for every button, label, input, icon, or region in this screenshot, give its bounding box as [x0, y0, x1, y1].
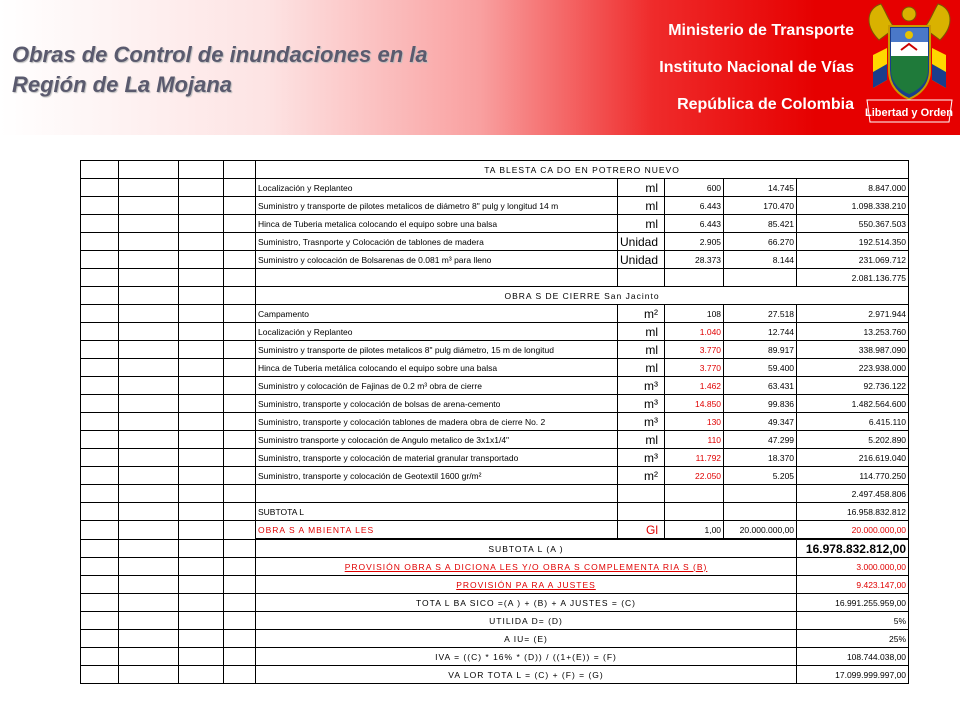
item-unit-price: 89.917 [724, 341, 797, 359]
republic-name: República de Colombia [677, 96, 854, 113]
institution-block [659, 22, 854, 133]
blank-cell [119, 503, 179, 521]
blank-cell [179, 359, 224, 377]
item-total: 114.770.250 [797, 467, 909, 485]
blank-cell [119, 449, 179, 467]
blank-cell [119, 539, 179, 558]
subtotal-label: SUBTOTA L [256, 503, 618, 521]
blank-cell [81, 485, 119, 503]
blank-cell [81, 323, 119, 341]
item-total: 192.514.350 [797, 233, 909, 251]
blank-cell [81, 521, 119, 540]
blank-cell [81, 467, 119, 485]
blank-cell [179, 305, 224, 323]
blank-cell [119, 377, 179, 395]
blank-cell [81, 503, 119, 521]
blank-cell [119, 630, 179, 648]
blank-cell [119, 413, 179, 431]
item-quantity: 3.770 [665, 359, 724, 377]
item-quantity: 110 [665, 431, 724, 449]
blank-cell [81, 558, 119, 576]
blank-cell [119, 576, 179, 594]
item-unit-price: 27.518 [724, 305, 797, 323]
summary-label: A IU= (E) [256, 630, 797, 648]
institute-name: Instituto Nacional de Vías [659, 59, 854, 76]
blank-cell [81, 341, 119, 359]
item-quantity: 130 [665, 413, 724, 431]
blank-cell [224, 341, 256, 359]
table-row [81, 449, 909, 467]
section-title: TA BLESTA CA DO EN POTRERO NUEVO [256, 161, 909, 179]
summary-value: 108.744.038,00 [797, 648, 909, 666]
blank-cell [81, 197, 119, 215]
item-description: Campamento [256, 305, 618, 323]
item-total: 2.971.944 [797, 305, 909, 323]
item-unit: ml [618, 197, 665, 215]
summary-row [81, 612, 909, 630]
header-banner [0, 0, 960, 135]
table-row [81, 323, 909, 341]
blank-cell [81, 630, 119, 648]
blank-cell [179, 413, 224, 431]
item-unit-price: 14.745 [724, 179, 797, 197]
table-row [81, 341, 909, 359]
blank-cell [81, 269, 119, 287]
blank-cell [81, 612, 119, 630]
item-description: Suministro y transporte de pilotes metalicos de diámetro 8" pulg y longitud 14 m [256, 197, 618, 215]
blank-cell [81, 251, 119, 269]
blank-cell [119, 359, 179, 377]
env-total: 20.000.000,00 [797, 521, 909, 540]
item-total: 223.938.000 [797, 359, 909, 377]
blank-cell [224, 612, 256, 630]
item-unit: ml [618, 359, 665, 377]
ministry-name: Ministerio de Transporte [668, 22, 854, 39]
blank-cell [179, 341, 224, 359]
blank-cell [81, 395, 119, 413]
item-description: Hinca de Tuberia metálica colocando el equipo sobre una balsa [256, 359, 618, 377]
item-unit: Unidad [618, 233, 665, 251]
item-quantity: 1.462 [665, 377, 724, 395]
item-total: 13.253.760 [797, 323, 909, 341]
blank-cell [179, 449, 224, 467]
item-unit-price: 99.836 [724, 395, 797, 413]
item-quantity: 6.443 [665, 215, 724, 233]
blank-cell [618, 269, 665, 287]
title-line-1: Obras de Control de inundaciones en la [12, 42, 428, 67]
blank-cell [256, 269, 618, 287]
item-description: Suministro transporte y colocación de Angulo metalico de 3x1x1/4" [256, 431, 618, 449]
blank-cell [179, 395, 224, 413]
table-row [81, 233, 909, 251]
blank-cell [81, 377, 119, 395]
blank-cell [119, 287, 179, 305]
section-subtotal-row [81, 269, 909, 287]
summary-value: 9.423.147,00 [797, 576, 909, 594]
page-title [12, 40, 428, 100]
subtotal-row [81, 503, 909, 521]
blank-cell [81, 305, 119, 323]
blank-cell [224, 431, 256, 449]
item-description: Suministro, Trasnporte y Colocación de tablones de madera [256, 233, 618, 251]
blank-cell [81, 666, 119, 684]
blank-cell [224, 161, 256, 179]
blank-cell [81, 287, 119, 305]
blank-cell [224, 287, 256, 305]
table-row [81, 395, 909, 413]
item-description: Hinca de Tuberia metalica colocando el equipo sobre una balsa [256, 215, 618, 233]
item-unit: ml [618, 179, 665, 197]
section-title-row [81, 287, 909, 305]
blank-cell [224, 485, 256, 503]
blank-cell [224, 323, 256, 341]
blank-cell [724, 485, 797, 503]
item-total: 5.202.890 [797, 431, 909, 449]
table-row [81, 377, 909, 395]
blank-cell [179, 287, 224, 305]
item-unit-price: 18.370 [724, 449, 797, 467]
blank-cell [179, 558, 224, 576]
section-subtotal: 2.081.136.775 [797, 269, 909, 287]
item-description: Suministro, transporte y colocación tablones de madera obra de cierre No. 2 [256, 413, 618, 431]
item-quantity: 28.373 [665, 251, 724, 269]
blank-cell [81, 233, 119, 251]
section-subtotal-row [81, 485, 909, 503]
blank-cell [81, 215, 119, 233]
item-unit: ml [618, 431, 665, 449]
blank-cell [224, 576, 256, 594]
blank-cell [179, 630, 224, 648]
seal-motto: Libertad y Orden [864, 107, 954, 119]
item-unit: ml [618, 215, 665, 233]
summary-row [81, 576, 909, 594]
blank-cell [224, 666, 256, 684]
item-unit: Unidad [618, 251, 665, 269]
blank-cell [119, 233, 179, 251]
blank-cell [81, 648, 119, 666]
env-unit-price: 20.000.000,00 [724, 521, 797, 540]
item-unit: ml [618, 341, 665, 359]
item-quantity: 108 [665, 305, 724, 323]
blank-cell [224, 539, 256, 558]
blank-cell [665, 503, 724, 521]
blank-cell [119, 323, 179, 341]
blank-cell [224, 467, 256, 485]
blank-cell [119, 648, 179, 666]
summary-label: UTILIDA D= (D) [256, 612, 797, 630]
item-unit: m³ [618, 449, 665, 467]
table-row [81, 215, 909, 233]
blank-cell [179, 666, 224, 684]
blank-cell [81, 594, 119, 612]
item-unit: m³ [618, 395, 665, 413]
blank-cell [179, 503, 224, 521]
summary-label: PROVISIÓN OBRA S A DICIONA LES Y/O OBRA S COMPLEMENTA RIA S (B) [256, 558, 797, 576]
table-row [81, 251, 909, 269]
blank-cell [81, 449, 119, 467]
item-total: 231.069.712 [797, 251, 909, 269]
item-description: Suministro, transporte y colocación de material granular transportado [256, 449, 618, 467]
item-description: Suministro y transporte de pilotes metalicos 8" pulg diámetro, 15 m de longitud [256, 341, 618, 359]
blank-cell [256, 485, 618, 503]
blank-cell [224, 413, 256, 431]
summary-value: 17.099.999.997,00 [797, 666, 909, 684]
blank-cell [119, 666, 179, 684]
env-quantity: 1,00 [665, 521, 724, 540]
blank-cell [665, 485, 724, 503]
title-line-2: Región de La Mojana [12, 72, 233, 97]
section-title: OBRA S DE CIERRE San Jacinto [256, 287, 909, 305]
item-unit-price: 170.470 [724, 197, 797, 215]
blank-cell [119, 467, 179, 485]
table-row [81, 431, 909, 449]
blank-cell [179, 485, 224, 503]
blank-cell [179, 251, 224, 269]
blank-cell [179, 539, 224, 558]
blank-cell [224, 648, 256, 666]
item-total: 1.098.338.210 [797, 197, 909, 215]
blank-cell [179, 215, 224, 233]
summary-value: 16.978.832.812,00 [797, 539, 909, 558]
item-description: Suministro, transporte y colocación de bolsas de arena-cemento [256, 395, 618, 413]
item-unit-price: 59.400 [724, 359, 797, 377]
blank-cell [119, 161, 179, 179]
blank-cell [724, 269, 797, 287]
summary-row [81, 648, 909, 666]
budget-table [80, 160, 909, 684]
blank-cell [119, 612, 179, 630]
blank-cell [224, 449, 256, 467]
env-unit: Gl [618, 521, 665, 540]
blank-cell [179, 377, 224, 395]
summary-label: VA LOR TOTA L = (C) + (F) = (G) [256, 666, 797, 684]
item-description: Localización y Replanteo [256, 179, 618, 197]
table-row [81, 413, 909, 431]
blank-cell [179, 594, 224, 612]
blank-cell [179, 467, 224, 485]
blank-cell [81, 539, 119, 558]
blank-cell [179, 197, 224, 215]
blank-cell [224, 630, 256, 648]
item-unit-price: 12.744 [724, 323, 797, 341]
summary-value: 3.000.000,00 [797, 558, 909, 576]
item-quantity: 22.050 [665, 467, 724, 485]
subtotal-value: 16.958.832.812 [797, 503, 909, 521]
blank-cell [224, 503, 256, 521]
item-unit-price: 5.205 [724, 467, 797, 485]
env-label: OBRA S A MBIENTA LES [256, 521, 618, 540]
blank-cell [119, 305, 179, 323]
item-unit-price: 66.270 [724, 233, 797, 251]
summary-value: 16.991.255.959,00 [797, 594, 909, 612]
item-total: 338.987.090 [797, 341, 909, 359]
table-row [81, 179, 909, 197]
blank-cell [179, 521, 224, 540]
item-total: 6.415.110 [797, 413, 909, 431]
blank-cell [81, 359, 119, 377]
blank-cell [179, 161, 224, 179]
blank-cell [81, 576, 119, 594]
blank-cell [179, 179, 224, 197]
item-unit-price: 85.421 [724, 215, 797, 233]
section-subtotal: 2.497.458.806 [797, 485, 909, 503]
item-total: 92.736.122 [797, 377, 909, 395]
item-quantity: 11.792 [665, 449, 724, 467]
blank-cell [224, 521, 256, 540]
blank-cell [119, 341, 179, 359]
blank-cell [119, 215, 179, 233]
blank-cell [224, 377, 256, 395]
blank-cell [81, 413, 119, 431]
environmental-row [81, 521, 909, 540]
blank-cell [119, 558, 179, 576]
blank-cell [179, 323, 224, 341]
blank-cell [618, 503, 665, 521]
blank-cell [224, 215, 256, 233]
blank-cell [179, 269, 224, 287]
summary-label: TOTA L BA SICO =(A ) + (B) + A JUSTES = (C) [256, 594, 797, 612]
summary-value: 25% [797, 630, 909, 648]
blank-cell [81, 431, 119, 449]
blank-cell [81, 161, 119, 179]
item-unit: m³ [618, 413, 665, 431]
table-row [81, 467, 909, 485]
blank-cell [119, 594, 179, 612]
blank-cell [224, 233, 256, 251]
summary-row [81, 594, 909, 612]
summary-row [81, 539, 909, 558]
summary-value: 5% [797, 612, 909, 630]
item-unit-price: 63.431 [724, 377, 797, 395]
blank-cell [224, 594, 256, 612]
item-description: Suministro, transporte y colocación de Geotextil 1600 gr/m² [256, 467, 618, 485]
section-title-row [81, 161, 909, 179]
blank-cell [81, 179, 119, 197]
blank-cell [665, 269, 724, 287]
blank-cell [224, 179, 256, 197]
item-description: Suministro y colocación de Fajinas de 0.2 m³ obra de cierre [256, 377, 618, 395]
item-unit-price: 49.347 [724, 413, 797, 431]
item-unit: m² [618, 467, 665, 485]
item-quantity: 3.770 [665, 341, 724, 359]
item-quantity: 14.850 [665, 395, 724, 413]
summary-row [81, 666, 909, 684]
blank-cell [119, 485, 179, 503]
blank-cell [119, 395, 179, 413]
blank-cell [618, 485, 665, 503]
blank-cell [724, 503, 797, 521]
blank-cell [224, 251, 256, 269]
item-quantity: 600 [665, 179, 724, 197]
blank-cell [119, 179, 179, 197]
item-quantity: 2.905 [665, 233, 724, 251]
table-row [81, 305, 909, 323]
summary-row [81, 558, 909, 576]
item-unit: m³ [618, 377, 665, 395]
table-row [81, 197, 909, 215]
blank-cell [119, 269, 179, 287]
item-unit: m² [618, 305, 665, 323]
item-unit-price: 47.299 [724, 431, 797, 449]
item-description: Localización y Replanteo [256, 323, 618, 341]
blank-cell [179, 612, 224, 630]
item-description: Suministro y colocación de Bolsarenas de 0.081 m³ para lleno [256, 251, 618, 269]
summary-row [81, 630, 909, 648]
blank-cell [179, 576, 224, 594]
item-quantity: 1.040 [665, 323, 724, 341]
blank-cell [119, 197, 179, 215]
blank-cell [119, 431, 179, 449]
blank-cell [179, 431, 224, 449]
blank-cell [224, 395, 256, 413]
summary-label: IVA = ((C) * 16% * (D)) / ((1+(E)) = (F) [256, 648, 797, 666]
coat-of-arms-seal [859, 0, 960, 130]
item-unit: ml [618, 323, 665, 341]
blank-cell [179, 233, 224, 251]
blank-cell [224, 305, 256, 323]
blank-cell [224, 558, 256, 576]
blank-cell [119, 521, 179, 540]
table-row [81, 359, 909, 377]
summary-label: PROVISIÓN PA RA A JUSTES [256, 576, 797, 594]
item-total: 550.367.503 [797, 215, 909, 233]
item-unit-price: 8.144 [724, 251, 797, 269]
item-total: 1.482.564.600 [797, 395, 909, 413]
blank-cell [179, 648, 224, 666]
item-quantity: 6.443 [665, 197, 724, 215]
blank-cell [224, 269, 256, 287]
blank-cell [224, 359, 256, 377]
blank-cell [119, 251, 179, 269]
summary-label: SUBTOTA L (A ) [256, 539, 797, 558]
item-total: 8.847.000 [797, 179, 909, 197]
item-total: 216.619.040 [797, 449, 909, 467]
blank-cell [224, 197, 256, 215]
